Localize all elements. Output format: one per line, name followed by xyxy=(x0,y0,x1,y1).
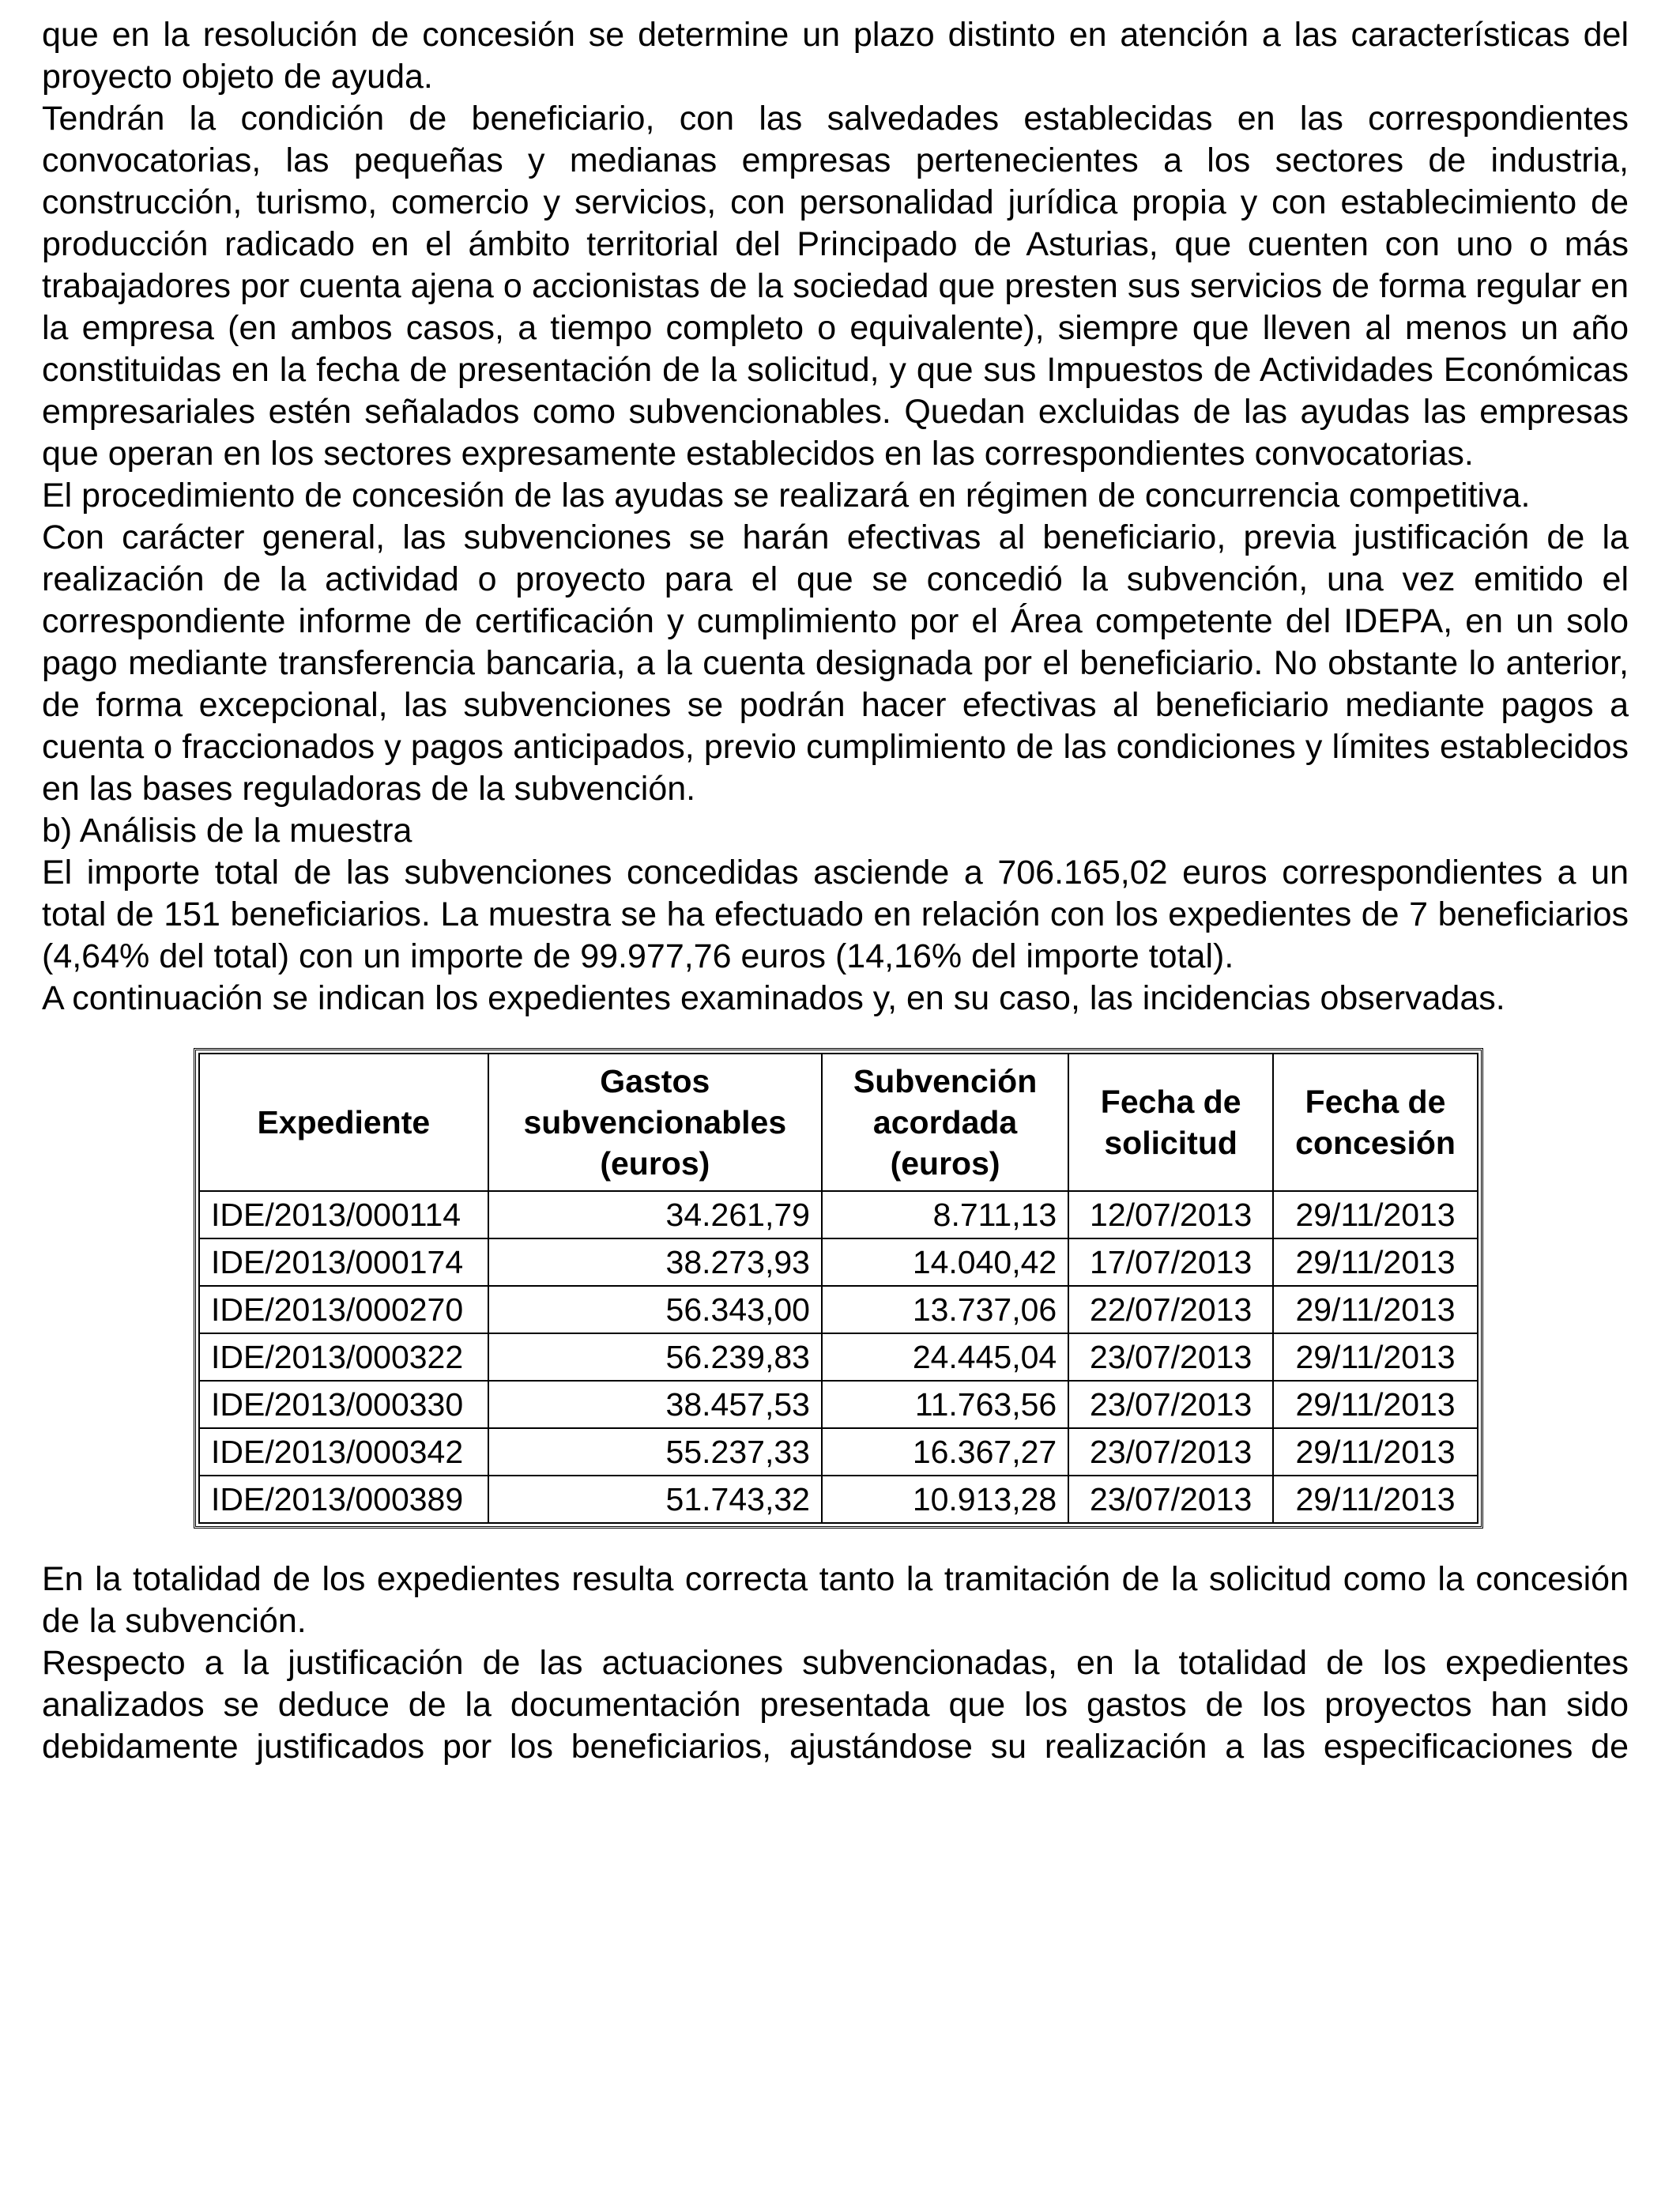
paragraph-procedimiento: El procedimiento de concesión de las ayudas se realizará en régimen de concurrencia competitiva. xyxy=(42,477,1531,515)
paragraph-pago: Con carácter general, las subvenciones se harán efectivas al beneficiario, previa justificación de la realización de la actividad o proyecto para el que se concedió la subvención, una vez emitido el correspondiente informe de certificación y cumplimiento por el Área competente del IDEPA, en un solo pago mediante transferencia bancaria, a la cuenta designada por el beneficiario. No obstante lo anterior, de forma excepcional, las subvenciones se podrán hacer efectivas al beneficiario mediante pagos a cuenta o fraccionados y pagos anticipados, previo cumplimiento de las condiciones y límites establecidos en las bases reguladoras de la subvención. xyxy=(42,518,1629,808)
cell-subvencion: 13.737,06 xyxy=(822,1286,1068,1333)
table-header-row xyxy=(199,1054,1478,1191)
cell-fecha-concesion: 29/11/2013 xyxy=(1273,1333,1478,1381)
cell-gastos: 34.261,79 xyxy=(488,1191,822,1238)
cell-fecha-concesion: 29/11/2013 xyxy=(1273,1286,1478,1333)
table-row xyxy=(199,1381,1478,1428)
cell-fecha-solicitud: 23/07/2013 xyxy=(1068,1476,1273,1523)
cell-fecha-concesion: 29/11/2013 xyxy=(1273,1476,1478,1523)
cell-expediente: IDE/2013/000270 xyxy=(199,1286,488,1333)
cell-fecha-solicitud: 22/07/2013 xyxy=(1068,1286,1273,1333)
cell-expediente: IDE/2013/000322 xyxy=(199,1333,488,1381)
cell-gastos: 55.237,33 xyxy=(488,1428,822,1476)
paragraph-beneficiarios: Tendrán la condición de beneficiario, con las salvedades establecidas en las correspondientes convocatorias, las pequeñas y medianas empresas pertenecientes a los sectores de industria, construcción, turismo, comercio y servicios, con personalidad jurídica propia y con establecimiento de producción radicado en el ámbito territorial del Principado de Asturias, que cuenten con uno o más trabajadores por cuenta ajena o accionistas de la sociedad que presten sus servicios de forma regular en la empresa (en ambos casos, a tiempo completo o equivalente), siempre que lleven al menos un año constituidas en la fecha de presentación de la solicitud, y que sus Impuestos de Actividades Económicas empresariales estén señalados como subvencionables. Quedan excluidas de las ayudas las empresas que operan en los sectores expresamente establecidos en las correspondientes convocatorias. xyxy=(42,100,1629,473)
cell-gastos: 38.273,93 xyxy=(488,1238,822,1286)
paragraph-plazo: que en la resolución de concesión se determine un plazo distinto en atención a las características del proyecto objeto de ayuda. xyxy=(42,16,1629,96)
cell-gastos: 51.743,32 xyxy=(488,1476,822,1523)
cell-subvencion: 24.445,04 xyxy=(822,1333,1068,1381)
paragraph-justificacion: Respecto a la justificación de las actuaciones subvencionadas, en la totalidad de los expedientes analizados se deduce de la documentación presentada que los gastos de los proyectos han sido debidamente justificados por los beneficiarios, ajustándose su realización a las especificaciones de xyxy=(42,1644,1629,1766)
cell-gastos: 56.343,00 xyxy=(488,1286,822,1333)
header-subvencion: Subvención acordada (euros) xyxy=(822,1054,1068,1191)
cell-subvencion: 11.763,56 xyxy=(822,1381,1068,1428)
cell-gastos: 38.457,53 xyxy=(488,1381,822,1428)
expedientes-table xyxy=(198,1053,1478,1524)
cell-expediente: IDE/2013/000330 xyxy=(199,1381,488,1428)
cell-fecha-concesion: 29/11/2013 xyxy=(1273,1381,1478,1428)
paragraph-expedientes-intro: A continuación se indican los expedientes examinados y, en su caso, las incidencias observadas. xyxy=(42,979,1505,1017)
table-row xyxy=(199,1191,1478,1238)
expedientes-table-frame xyxy=(194,1048,1483,1529)
cell-fecha-solicitud: 23/07/2013 xyxy=(1068,1428,1273,1476)
cell-subvencion: 10.913,28 xyxy=(822,1476,1068,1523)
cell-gastos: 56.239,83 xyxy=(488,1333,822,1381)
cell-fecha-solicitud: 23/07/2013 xyxy=(1068,1381,1273,1428)
cell-expediente: IDE/2013/000389 xyxy=(199,1476,488,1523)
section-heading-analisis: b) Análisis de la muestra xyxy=(42,812,412,850)
header-expediente: Expediente xyxy=(199,1054,488,1191)
cell-fecha-concesion: 29/11/2013 xyxy=(1273,1428,1478,1476)
cell-fecha-solicitud: 17/07/2013 xyxy=(1068,1238,1273,1286)
table-row xyxy=(199,1333,1478,1381)
table-row xyxy=(199,1476,1478,1523)
cell-subvencion: 14.040,42 xyxy=(822,1238,1068,1286)
cell-expediente: IDE/2013/000114 xyxy=(199,1191,488,1238)
table-row xyxy=(199,1428,1478,1476)
paragraph-importe-total: El importe total de las subvenciones concedidas asciende a 706.165,02 euros correspondientes a un total de 151 beneficiarios. La muestra se ha efectuado en relación con los expedientes de 7 beneficiarios (4,64% del total) con un importe de 99.977,76 euros (14,16% del importe total). xyxy=(42,854,1629,975)
cell-subvencion: 8.711,13 xyxy=(822,1191,1068,1238)
cell-subvencion: 16.367,27 xyxy=(822,1428,1068,1476)
cell-fecha-solicitud: 12/07/2013 xyxy=(1068,1191,1273,1238)
header-fecha-solicitud: Fecha de solicitud xyxy=(1068,1054,1273,1191)
cell-fecha-concesion: 29/11/2013 xyxy=(1273,1191,1478,1238)
cell-fecha-solicitud: 23/07/2013 xyxy=(1068,1333,1273,1381)
header-fecha-concesion: Fecha de concesión xyxy=(1273,1054,1478,1191)
table-row xyxy=(199,1286,1478,1333)
cell-expediente: IDE/2013/000174 xyxy=(199,1238,488,1286)
table-row xyxy=(199,1238,1478,1286)
cell-fecha-concesion: 29/11/2013 xyxy=(1273,1238,1478,1286)
header-gastos: Gastos subvencionables (euros) xyxy=(488,1054,822,1191)
cell-expediente: IDE/2013/000342 xyxy=(199,1428,488,1476)
document-page xyxy=(42,14,1629,1768)
paragraph-tramitacion: En la totalidad de los expedientes resulta correcta tanto la tramitación de la solicitud como la concesión de la subvención. xyxy=(42,1560,1629,1640)
